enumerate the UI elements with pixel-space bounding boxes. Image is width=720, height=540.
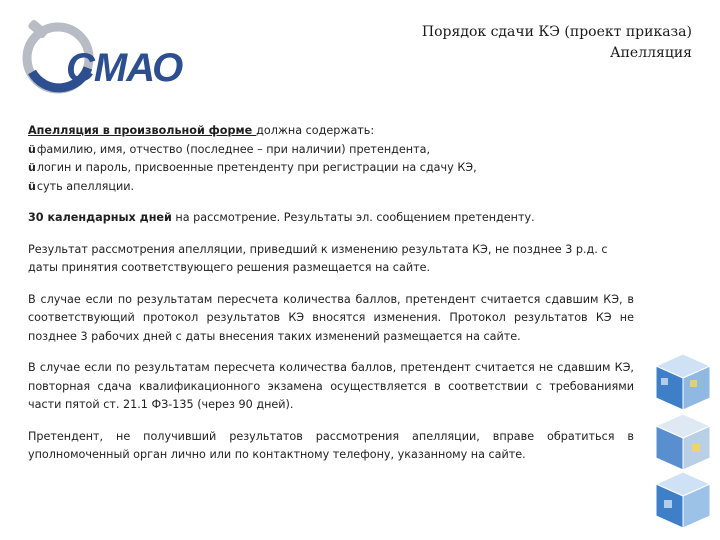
result-change-paragraph: Результат рассмотрения апелляции, приведший к изменению результата КЭ, не позднее 3 р.д. с даты принятия соответствующего решения размещается на сайте. xyxy=(28,242,608,274)
title-line-1: Порядок сдачи КЭ (проект приказа) xyxy=(421,24,692,40)
deadline-rest: на рассмотрение. Результаты эл. сообщением претенденту. xyxy=(171,211,535,224)
title-line-2: Апелляция xyxy=(609,45,692,61)
intro-rest: должна содержать: xyxy=(256,124,375,137)
not-passed-paragraph: В случае если по результатам пересчета количества баллов, претендент считается не сдавшим КЭ, повторная сдача квалификационного экзамена осуществляется в соответствии с требованиями части пятой ст. 21.1 ФЗ-135 (через 90 дней). xyxy=(28,361,634,411)
deadline-bold: 30 календарных дней xyxy=(28,211,172,224)
list-item-text: фамилию, имя, отчество (последнее – при наличии) претендента, xyxy=(36,142,431,156)
check-icon: ü xyxy=(28,161,36,174)
decorative-cubes xyxy=(652,352,714,532)
deadline-paragraph xyxy=(28,209,634,228)
list-item xyxy=(28,159,634,178)
list-item-text: суть апелляции. xyxy=(36,179,135,193)
list-item xyxy=(28,178,634,197)
intro-line xyxy=(28,122,634,141)
list-item xyxy=(28,141,634,160)
check-icon: ü xyxy=(28,142,36,156)
content-body xyxy=(28,122,634,478)
page-title xyxy=(272,22,692,64)
list-item-text: логин и пароль, присвоенные претенденту при регистрации на сдачу КЭ, xyxy=(36,161,477,174)
check-icon: ü xyxy=(28,179,36,193)
intro-underlined: Апелляция в произвольной форме xyxy=(28,124,257,137)
logo-text: СМАО xyxy=(66,46,183,90)
contact-paragraph: Претендент, не получивший результатов рассмотрения апелляции, вправе обратиться в уполномоченный орган лично или по контактному телефону, указанному на сайте. xyxy=(28,429,634,461)
cube-icon xyxy=(652,352,714,532)
passed-paragraph: В случае если по результатам пересчета количества баллов, претендент считается сдавшим КЭ, в соответствующий протокол результатов КЭ вносятся изменения. Протокол результатов КЭ не позднее 3 рабочих дней с даты внесения таких изменений размещается на сайте. xyxy=(28,292,634,343)
smao-logo xyxy=(22,18,183,100)
